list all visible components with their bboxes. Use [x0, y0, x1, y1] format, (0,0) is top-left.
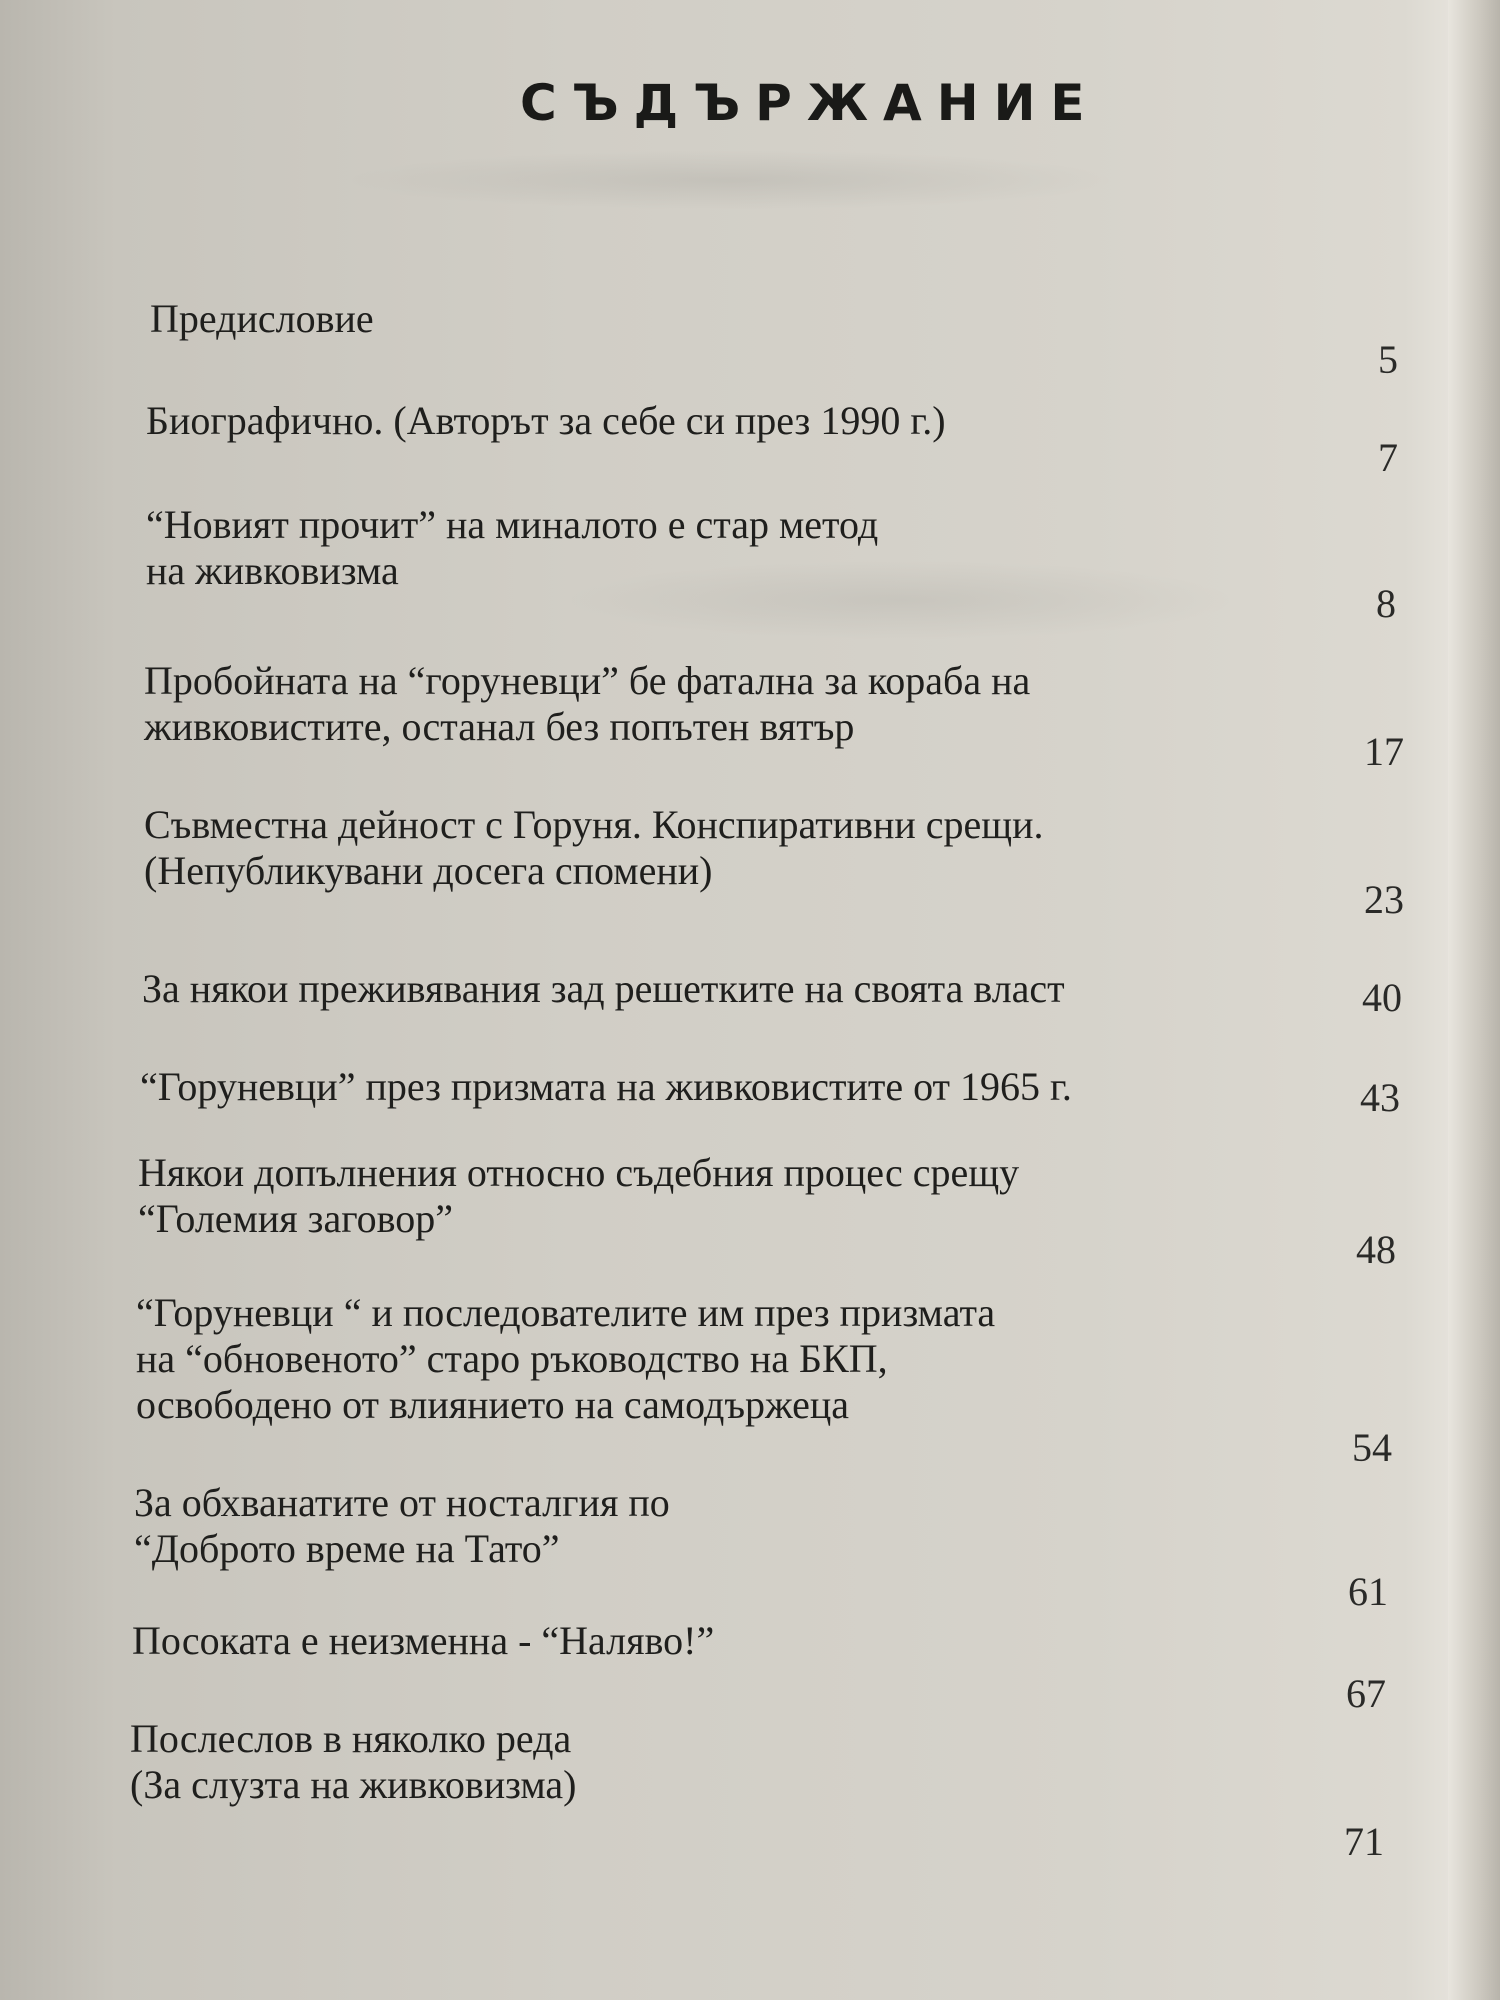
- toc-entry-text: Някои допълнения относно съдебния процес срещу: [138, 1150, 1020, 1195]
- toc-page-number: 43: [1360, 1075, 1400, 1120]
- toc-entry-text: Съвместна дейност с Горуня. Конспиративни срещи.: [144, 802, 1044, 847]
- toc-page-number: 7: [1378, 435, 1398, 480]
- toc-entry-text: Посоката е неизменна - “Наляво!”: [132, 1618, 715, 1663]
- toc-entry: [140, 1064, 1072, 1110]
- toc-entry-text: “Новият прочит” на миналото е стар метод: [146, 502, 879, 547]
- toc-entry-text: освободено от влиянието на самодържеца: [136, 1382, 850, 1427]
- toc-entry-text: Пробойната на “горуневци” бе фатална за кораба на: [144, 658, 1031, 703]
- toc-page-number: 5: [1378, 337, 1398, 382]
- toc-entry: [130, 1716, 576, 1808]
- toc-entry: [136, 1290, 995, 1428]
- toc-entry-text: “Горуневци” през призмата на живковистите от 1965 г.: [140, 1064, 1072, 1109]
- toc-entry-text: “Големия заговор”: [138, 1196, 453, 1241]
- toc-page-number: 17: [1364, 729, 1404, 774]
- toc-entry-text: “Доброто време на Тато”: [134, 1526, 560, 1571]
- toc-entry-text: “Горуневци “ и последователите им през призмата: [136, 1290, 996, 1335]
- toc-entry: [144, 802, 1044, 894]
- toc-page-number: 48: [1356, 1227, 1396, 1272]
- toc-entry-text: Биографично. (Авторът за себе си през 1990 г.): [146, 398, 946, 443]
- toc-entry: [146, 398, 946, 444]
- toc-entry: [138, 1150, 1019, 1242]
- toc-entry-text: на живковизма: [146, 548, 399, 593]
- toc-entry-text: Предисловие: [150, 296, 374, 341]
- toc-entry: [146, 502, 878, 594]
- toc-entry: [134, 1480, 670, 1572]
- toc-entry-text: За обхванатите от носталгия по: [134, 1480, 670, 1525]
- toc-entry: [132, 1618, 714, 1664]
- page-edge: [1448, 0, 1500, 2000]
- toc-entry: [144, 658, 1030, 750]
- page-title: СЪДЪРЖАНИЕ: [520, 74, 1100, 132]
- toc-page-number: 67: [1346, 1671, 1386, 1716]
- toc-page-number: 61: [1348, 1569, 1388, 1614]
- toc-page-number: 40: [1362, 975, 1402, 1020]
- toc-entry-text: живковистите, останал без попътен вятър: [144, 704, 855, 749]
- toc-entry-text: За някои преживявания зад решетките на своята власт: [142, 966, 1065, 1011]
- toc-entry: [142, 966, 1065, 1012]
- toc-entry-text: (Непубликувани досега спомени): [144, 848, 713, 893]
- toc-entry: [150, 296, 374, 342]
- toc-page-number: 8: [1376, 581, 1396, 626]
- bleed-through-shadow: [340, 150, 1120, 210]
- toc-entry-text: Послеслов в няколко реда: [130, 1716, 572, 1761]
- toc-page-number: 23: [1364, 877, 1404, 922]
- toc-entry-text: (За слузта на живковизма): [130, 1762, 577, 1807]
- toc-entry-text: на “обновеното” старо ръководство на БКП,: [136, 1336, 888, 1381]
- toc-page-number: 71: [1344, 1819, 1384, 1864]
- toc-page-number: 54: [1352, 1425, 1392, 1470]
